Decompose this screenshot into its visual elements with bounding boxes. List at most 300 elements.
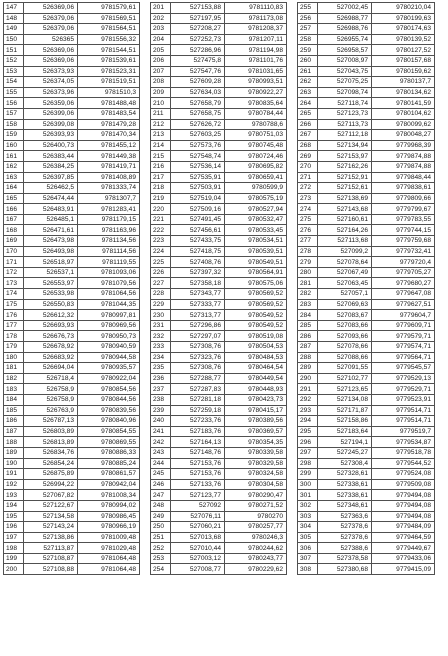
y-coordinate-cell: 9780569,52 bbox=[225, 299, 287, 310]
y-coordinate-cell: 9781194,98 bbox=[225, 45, 287, 56]
y-coordinate-cell: 9780569,52 bbox=[225, 289, 287, 300]
point-number-cell: 170 bbox=[4, 246, 24, 257]
y-coordinate-cell: 9780159,62 bbox=[372, 66, 435, 77]
point-number-cell: 178 bbox=[4, 331, 24, 342]
table-row bbox=[298, 532, 435, 543]
x-coordinate-cell: 526359,06 bbox=[24, 98, 78, 109]
table-row bbox=[298, 204, 435, 215]
point-number-cell: 256 bbox=[298, 13, 318, 24]
point-number-cell: 236 bbox=[151, 373, 171, 384]
y-coordinate-cell: 9780835,64 bbox=[225, 98, 287, 109]
y-coordinate-cell: 9779518,78 bbox=[372, 447, 435, 458]
table-row bbox=[4, 479, 140, 490]
x-coordinate-cell: 526676,73 bbox=[24, 331, 78, 342]
point-number-cell: 298 bbox=[298, 458, 318, 469]
x-coordinate-cell: 527112,18 bbox=[318, 130, 372, 141]
y-coordinate-cell: 9779519,7 bbox=[372, 426, 435, 437]
x-coordinate-cell: 527078,66 bbox=[318, 342, 372, 353]
y-coordinate-cell: 9779494,08 bbox=[372, 500, 435, 511]
y-coordinate-cell: 9779523,91 bbox=[372, 394, 435, 405]
table-row bbox=[4, 183, 140, 194]
x-coordinate-cell: 527535,91 bbox=[171, 172, 225, 183]
y-coordinate-cell: 9781408,89 bbox=[78, 172, 140, 183]
x-coordinate-cell: 527098,74 bbox=[318, 87, 372, 98]
point-number-cell: 210 bbox=[151, 98, 171, 109]
y-coordinate-cell: 9779874,88 bbox=[372, 151, 435, 162]
point-number-cell: 185 bbox=[4, 405, 24, 416]
y-coordinate-cell: 9781483,54 bbox=[78, 108, 140, 119]
x-coordinate-cell: 526683,92 bbox=[24, 352, 78, 363]
point-number-cell: 171 bbox=[4, 257, 24, 268]
table-row bbox=[151, 490, 287, 501]
y-coordinate-cell: 9780389,56 bbox=[225, 416, 287, 427]
x-coordinate-cell: 527134,08 bbox=[318, 394, 372, 405]
x-coordinate-cell: 526518,97 bbox=[24, 257, 78, 268]
x-coordinate-cell: 527548,74 bbox=[171, 151, 225, 162]
table-row bbox=[4, 490, 140, 501]
y-coordinate-cell: 9779449,67 bbox=[372, 543, 435, 554]
y-coordinate-cell: 9780271,52 bbox=[225, 500, 287, 511]
y-coordinate-cell: 9780840,96 bbox=[78, 416, 140, 427]
y-coordinate-cell: 9781163,96 bbox=[78, 225, 140, 236]
table-row bbox=[298, 267, 435, 278]
x-coordinate-cell: 526813,89 bbox=[24, 437, 78, 448]
table-row bbox=[151, 172, 287, 183]
table-row bbox=[4, 140, 140, 151]
x-coordinate-cell: 527088,66 bbox=[318, 352, 372, 363]
point-number-cell: 199 bbox=[4, 553, 24, 564]
point-number-cell: 242 bbox=[151, 437, 171, 448]
y-coordinate-cell: 9780339,58 bbox=[225, 447, 287, 458]
point-number-cell: 252 bbox=[151, 543, 171, 554]
table-row bbox=[298, 384, 435, 395]
point-number-cell: 157 bbox=[4, 108, 24, 119]
x-coordinate-cell: 527162,26 bbox=[318, 161, 372, 172]
table-row bbox=[4, 214, 140, 225]
x-coordinate-cell: 527069,63 bbox=[318, 299, 372, 310]
point-number-cell: 177 bbox=[4, 320, 24, 331]
x-coordinate-cell: 526384,25 bbox=[24, 161, 78, 172]
y-coordinate-cell: 9780354,35 bbox=[225, 437, 287, 448]
y-coordinate-cell: 9780244,62 bbox=[225, 543, 287, 554]
table-row bbox=[298, 299, 435, 310]
y-coordinate-cell: 9779534,87 bbox=[372, 437, 435, 448]
point-number-cell: 152 bbox=[4, 55, 24, 66]
point-number-cell: 213 bbox=[151, 130, 171, 141]
point-number-cell: 183 bbox=[4, 384, 24, 395]
x-coordinate-cell: 526854,24 bbox=[24, 458, 78, 469]
x-coordinate-cell: 527308,76 bbox=[171, 363, 225, 374]
point-number-cell: 282 bbox=[298, 289, 318, 300]
point-number-cell: 246 bbox=[151, 479, 171, 490]
table-row bbox=[4, 310, 140, 321]
y-coordinate-cell: 9779744,15 bbox=[372, 225, 435, 236]
y-coordinate-cell: 9780157,68 bbox=[372, 55, 435, 66]
coordinate-sheet bbox=[3, 2, 444, 653]
y-coordinate-cell: 9779545,57 bbox=[372, 363, 435, 374]
point-number-cell: 299 bbox=[298, 469, 318, 480]
table-row bbox=[298, 500, 435, 511]
table-row bbox=[4, 172, 140, 183]
point-number-cell: 151 bbox=[4, 45, 24, 56]
table-row bbox=[151, 479, 287, 490]
y-coordinate-cell: 9780986,45 bbox=[78, 511, 140, 522]
point-number-cell: 214 bbox=[151, 140, 171, 151]
y-coordinate-cell: 9779759,68 bbox=[372, 236, 435, 247]
x-coordinate-cell: 527197,95 bbox=[171, 13, 225, 24]
table-row bbox=[298, 24, 435, 35]
point-number-cell: 269 bbox=[298, 151, 318, 162]
y-coordinate-cell: 9781110,83 bbox=[225, 3, 287, 14]
y-coordinate-cell: 9781031,65 bbox=[225, 66, 287, 77]
coordinate-table-middle bbox=[150, 2, 287, 575]
x-coordinate-cell: 527153,76 bbox=[171, 469, 225, 480]
point-number-cell: 182 bbox=[4, 373, 24, 384]
table-row bbox=[298, 87, 435, 98]
y-coordinate-cell: 9780324,58 bbox=[225, 469, 287, 480]
table-row bbox=[151, 13, 287, 24]
y-coordinate-cell: 9781333,74 bbox=[78, 183, 140, 194]
y-coordinate-cell: 9780745,48 bbox=[225, 140, 287, 151]
table-row bbox=[4, 363, 140, 374]
x-coordinate-cell: 527113,73 bbox=[318, 119, 372, 130]
x-coordinate-cell: 526374,05 bbox=[24, 77, 78, 88]
table-row bbox=[298, 553, 435, 564]
x-coordinate-cell: 527153,97 bbox=[318, 151, 372, 162]
y-coordinate-cell: 9780534,51 bbox=[225, 236, 287, 247]
point-number-cell: 301 bbox=[298, 490, 318, 501]
y-coordinate-cell: 9780575,19 bbox=[225, 193, 287, 204]
table-row bbox=[4, 426, 140, 437]
point-number-cell: 209 bbox=[151, 87, 171, 98]
y-coordinate-cell: 9779484,09 bbox=[372, 522, 435, 533]
y-coordinate-cell: 9781029,48 bbox=[78, 543, 140, 554]
y-coordinate-cell: 9781479,28 bbox=[78, 119, 140, 130]
point-number-cell: 173 bbox=[4, 278, 24, 289]
x-coordinate-cell: 527378,58 bbox=[318, 553, 372, 564]
x-coordinate-cell: 527133,76 bbox=[171, 479, 225, 490]
y-coordinate-cell: 9781556,32 bbox=[78, 34, 140, 45]
x-coordinate-cell: 526994,22 bbox=[24, 479, 78, 490]
point-number-cell: 264 bbox=[298, 98, 318, 109]
x-coordinate-cell: 526462,5 bbox=[24, 183, 78, 194]
y-coordinate-cell: 9781419,71 bbox=[78, 161, 140, 172]
table-row bbox=[151, 108, 287, 119]
x-coordinate-cell: 527388,6 bbox=[318, 543, 372, 554]
table-row bbox=[4, 299, 140, 310]
point-number-cell: 216 bbox=[151, 161, 171, 172]
x-coordinate-cell: 527092 bbox=[171, 500, 225, 511]
point-number-cell: 227 bbox=[151, 278, 171, 289]
y-coordinate-cell: 9780885,24 bbox=[78, 458, 140, 469]
x-coordinate-cell: 526373,93 bbox=[24, 66, 78, 77]
point-number-cell: 212 bbox=[151, 119, 171, 130]
point-number-cell: 229 bbox=[151, 299, 171, 310]
x-coordinate-cell: 527348,61 bbox=[318, 500, 372, 511]
point-number-cell: 166 bbox=[4, 204, 24, 215]
table-row bbox=[298, 161, 435, 172]
table-row bbox=[151, 458, 287, 469]
y-coordinate-cell: 9781208,37 bbox=[225, 24, 287, 35]
y-coordinate-cell: 9781470,34 bbox=[78, 130, 140, 141]
x-coordinate-cell: 526474,44 bbox=[24, 193, 78, 204]
table-row bbox=[151, 183, 287, 194]
table-row bbox=[298, 214, 435, 225]
x-coordinate-cell: 526678,92 bbox=[24, 342, 78, 353]
y-coordinate-cell: 9781179,15 bbox=[78, 214, 140, 225]
table-row bbox=[4, 55, 140, 66]
x-coordinate-cell: 526400,73 bbox=[24, 140, 78, 151]
table-row bbox=[151, 342, 287, 353]
table-row bbox=[298, 130, 435, 141]
y-coordinate-cell: 9780290,47 bbox=[225, 490, 287, 501]
y-coordinate-cell: 9780449,54 bbox=[225, 373, 287, 384]
point-number-cell: 190 bbox=[4, 458, 24, 469]
y-coordinate-cell: 9781455,12 bbox=[78, 140, 140, 151]
point-number-cell: 260 bbox=[298, 55, 318, 66]
table-row bbox=[298, 236, 435, 247]
x-coordinate-cell: 526399,06 bbox=[24, 108, 78, 119]
x-coordinate-cell: 526787,13 bbox=[24, 416, 78, 427]
y-coordinate-cell: 9780695,82 bbox=[225, 161, 287, 172]
point-number-cell: 270 bbox=[298, 161, 318, 172]
table-row bbox=[151, 384, 287, 395]
x-coordinate-cell: 527194,1 bbox=[318, 437, 372, 448]
x-coordinate-cell: 527338,61 bbox=[318, 479, 372, 490]
table-row bbox=[151, 204, 287, 215]
point-number-cell: 179 bbox=[4, 342, 24, 353]
point-number-cell: 221 bbox=[151, 214, 171, 225]
x-coordinate-cell: 527252,73 bbox=[171, 34, 225, 45]
y-coordinate-cell: 9779732,41 bbox=[372, 246, 435, 257]
x-coordinate-cell: 527164,26 bbox=[318, 225, 372, 236]
point-number-cell: 266 bbox=[298, 119, 318, 130]
point-number-cell: 160 bbox=[4, 140, 24, 151]
table-row bbox=[298, 416, 435, 427]
x-coordinate-cell: 527547,76 bbox=[171, 66, 225, 77]
y-coordinate-cell: 9780210,04 bbox=[372, 3, 435, 14]
y-coordinate-cell: 9781008,34 bbox=[78, 490, 140, 501]
x-coordinate-cell: 527333,77 bbox=[171, 299, 225, 310]
x-coordinate-cell: 526493,98 bbox=[24, 246, 78, 257]
y-coordinate-cell: 9780134,62 bbox=[372, 87, 435, 98]
y-coordinate-cell: 9779464,59 bbox=[372, 532, 435, 543]
x-coordinate-cell: 526365 bbox=[24, 34, 78, 45]
table-row bbox=[151, 394, 287, 405]
point-number-cell: 176 bbox=[4, 310, 24, 321]
point-number-cell: 294 bbox=[298, 416, 318, 427]
point-number-cell: 253 bbox=[151, 553, 171, 564]
point-number-cell: 167 bbox=[4, 214, 24, 225]
x-coordinate-cell: 526718,4 bbox=[24, 373, 78, 384]
y-coordinate-cell: 9780141,59 bbox=[372, 98, 435, 109]
point-number-cell: 263 bbox=[298, 87, 318, 98]
point-number-cell: 286 bbox=[298, 331, 318, 342]
x-coordinate-cell: 527148,76 bbox=[171, 447, 225, 458]
point-number-cell: 300 bbox=[298, 479, 318, 490]
point-number-cell: 158 bbox=[4, 119, 24, 130]
x-coordinate-cell: 527634,03 bbox=[171, 87, 225, 98]
table-row bbox=[298, 490, 435, 501]
table-row bbox=[151, 310, 287, 321]
x-coordinate-cell: 526379,06 bbox=[24, 24, 78, 35]
table-row bbox=[298, 183, 435, 194]
point-number-cell: 155 bbox=[4, 87, 24, 98]
x-coordinate-cell: 526612,32 bbox=[24, 310, 78, 321]
y-coordinate-cell: 9780575,06 bbox=[225, 278, 287, 289]
y-coordinate-cell: 9780539,51 bbox=[225, 246, 287, 257]
x-coordinate-cell: 526399,08 bbox=[24, 119, 78, 130]
y-coordinate-cell: 9781539,61 bbox=[78, 55, 140, 66]
point-number-cell: 283 bbox=[298, 299, 318, 310]
point-number-cell: 237 bbox=[151, 384, 171, 395]
y-coordinate-cell: 9781009,48 bbox=[78, 532, 140, 543]
table-row bbox=[4, 24, 140, 35]
table-body bbox=[4, 3, 140, 575]
point-number-cell: 307 bbox=[298, 553, 318, 564]
x-coordinate-cell: 527118,74 bbox=[318, 98, 372, 109]
y-coordinate-cell: 9781207,11 bbox=[225, 34, 287, 45]
table-body bbox=[298, 3, 435, 575]
point-number-cell: 231 bbox=[151, 320, 171, 331]
y-coordinate-cell: 9779609,71 bbox=[372, 320, 435, 331]
y-coordinate-cell: 9781064,48 bbox=[78, 553, 140, 564]
point-number-cell: 165 bbox=[4, 193, 24, 204]
table-row bbox=[4, 331, 140, 342]
table-row bbox=[4, 416, 140, 427]
table-row bbox=[4, 225, 140, 236]
table-row bbox=[151, 553, 287, 564]
y-coordinate-cell: 9781544,51 bbox=[78, 45, 140, 56]
point-number-cell: 188 bbox=[4, 437, 24, 448]
point-number-cell: 164 bbox=[4, 183, 24, 194]
point-number-cell: 172 bbox=[4, 267, 24, 278]
point-number-cell: 234 bbox=[151, 352, 171, 363]
table-row bbox=[298, 373, 435, 384]
table-row bbox=[298, 225, 435, 236]
y-coordinate-cell: 9780139,52 bbox=[372, 34, 435, 45]
point-number-cell: 184 bbox=[4, 394, 24, 405]
x-coordinate-cell: 527509,16 bbox=[171, 204, 225, 215]
point-number-cell: 148 bbox=[4, 13, 24, 24]
y-coordinate-cell: 9780994,02 bbox=[78, 500, 140, 511]
point-number-cell: 303 bbox=[298, 511, 318, 522]
point-number-cell: 154 bbox=[4, 77, 24, 88]
x-coordinate-cell: 527138,69 bbox=[318, 193, 372, 204]
y-coordinate-cell: 9780549,52 bbox=[225, 320, 287, 331]
y-coordinate-cell: 9780484,53 bbox=[225, 352, 287, 363]
point-number-cell: 279 bbox=[298, 257, 318, 268]
x-coordinate-cell: 526383,44 bbox=[24, 151, 78, 162]
x-coordinate-cell: 527408,76 bbox=[171, 257, 225, 268]
x-coordinate-cell: 526763,9 bbox=[24, 405, 78, 416]
point-number-cell: 257 bbox=[298, 24, 318, 35]
x-coordinate-cell: 527380,68 bbox=[318, 564, 372, 575]
y-coordinate-cell: 9781488,48 bbox=[78, 98, 140, 109]
table-row bbox=[298, 55, 435, 66]
x-coordinate-cell: 527397,32 bbox=[171, 267, 225, 278]
point-number-cell: 261 bbox=[298, 66, 318, 77]
x-coordinate-cell: 527153,88 bbox=[171, 3, 225, 14]
point-number-cell: 238 bbox=[151, 394, 171, 405]
point-number-cell: 198 bbox=[4, 543, 24, 554]
x-coordinate-cell: 527183,76 bbox=[171, 426, 225, 437]
x-coordinate-cell: 527083,66 bbox=[318, 320, 372, 331]
y-coordinate-cell: 9781449,38 bbox=[78, 151, 140, 162]
y-coordinate-cell: 9780127,52 bbox=[372, 45, 435, 56]
y-coordinate-cell: 9781134,56 bbox=[78, 236, 140, 247]
y-coordinate-cell: 9780549,51 bbox=[225, 257, 287, 268]
x-coordinate-cell: 527153,76 bbox=[171, 458, 225, 469]
x-coordinate-cell: 527123,77 bbox=[171, 490, 225, 501]
x-coordinate-cell: 527122,67 bbox=[24, 500, 78, 511]
table-row bbox=[151, 77, 287, 88]
x-coordinate-cell: 527338,61 bbox=[318, 490, 372, 501]
table-row bbox=[4, 246, 140, 257]
y-coordinate-cell: 9780257,77 bbox=[225, 522, 287, 533]
point-number-cell: 196 bbox=[4, 522, 24, 533]
table-row bbox=[4, 394, 140, 405]
x-coordinate-cell: 527010,44 bbox=[171, 543, 225, 554]
point-number-cell: 159 bbox=[4, 130, 24, 141]
coordinate-table-left bbox=[3, 2, 140, 575]
x-coordinate-cell: 526369,06 bbox=[24, 55, 78, 66]
x-coordinate-cell: 526537,1 bbox=[24, 267, 78, 278]
x-coordinate-cell: 527164,13 bbox=[171, 437, 225, 448]
table-row bbox=[4, 130, 140, 141]
point-number-cell: 203 bbox=[151, 24, 171, 35]
point-number-cell: 271 bbox=[298, 172, 318, 183]
table-row bbox=[4, 384, 140, 395]
point-number-cell: 181 bbox=[4, 363, 24, 374]
point-number-cell: 149 bbox=[4, 24, 24, 35]
table-row bbox=[298, 310, 435, 321]
y-coordinate-cell: 9780724,46 bbox=[225, 151, 287, 162]
table-row bbox=[298, 34, 435, 45]
x-coordinate-cell: 526393,93 bbox=[24, 130, 78, 141]
table-row bbox=[151, 522, 287, 533]
point-number-cell: 156 bbox=[4, 98, 24, 109]
x-coordinate-cell: 526803,89 bbox=[24, 426, 78, 437]
table-row bbox=[151, 437, 287, 448]
table-row bbox=[151, 278, 287, 289]
table-row bbox=[298, 564, 435, 575]
x-coordinate-cell: 527152,61 bbox=[318, 183, 372, 194]
table-row bbox=[298, 289, 435, 300]
table-row bbox=[151, 87, 287, 98]
point-number-cell: 187 bbox=[4, 426, 24, 437]
y-coordinate-cell: 9779627,51 bbox=[372, 299, 435, 310]
table-row bbox=[4, 66, 140, 77]
point-number-cell: 292 bbox=[298, 394, 318, 405]
y-coordinate-cell: 9779529,71 bbox=[372, 384, 435, 395]
table-row bbox=[298, 543, 435, 554]
y-coordinate-cell: 9781173,08 bbox=[225, 13, 287, 24]
y-coordinate-cell: 9781114,56 bbox=[78, 246, 140, 257]
table-row bbox=[151, 267, 287, 278]
x-coordinate-cell: 527288,77 bbox=[171, 373, 225, 384]
table-row bbox=[298, 511, 435, 522]
x-coordinate-cell: 527063,45 bbox=[318, 278, 372, 289]
point-number-cell: 163 bbox=[4, 172, 24, 183]
table-row bbox=[151, 66, 287, 77]
table-row bbox=[4, 98, 140, 109]
table-row bbox=[298, 522, 435, 533]
coordinate-table-right bbox=[297, 2, 435, 575]
point-number-cell: 258 bbox=[298, 34, 318, 45]
y-coordinate-cell: 9780944,58 bbox=[78, 352, 140, 363]
table-row bbox=[151, 299, 287, 310]
